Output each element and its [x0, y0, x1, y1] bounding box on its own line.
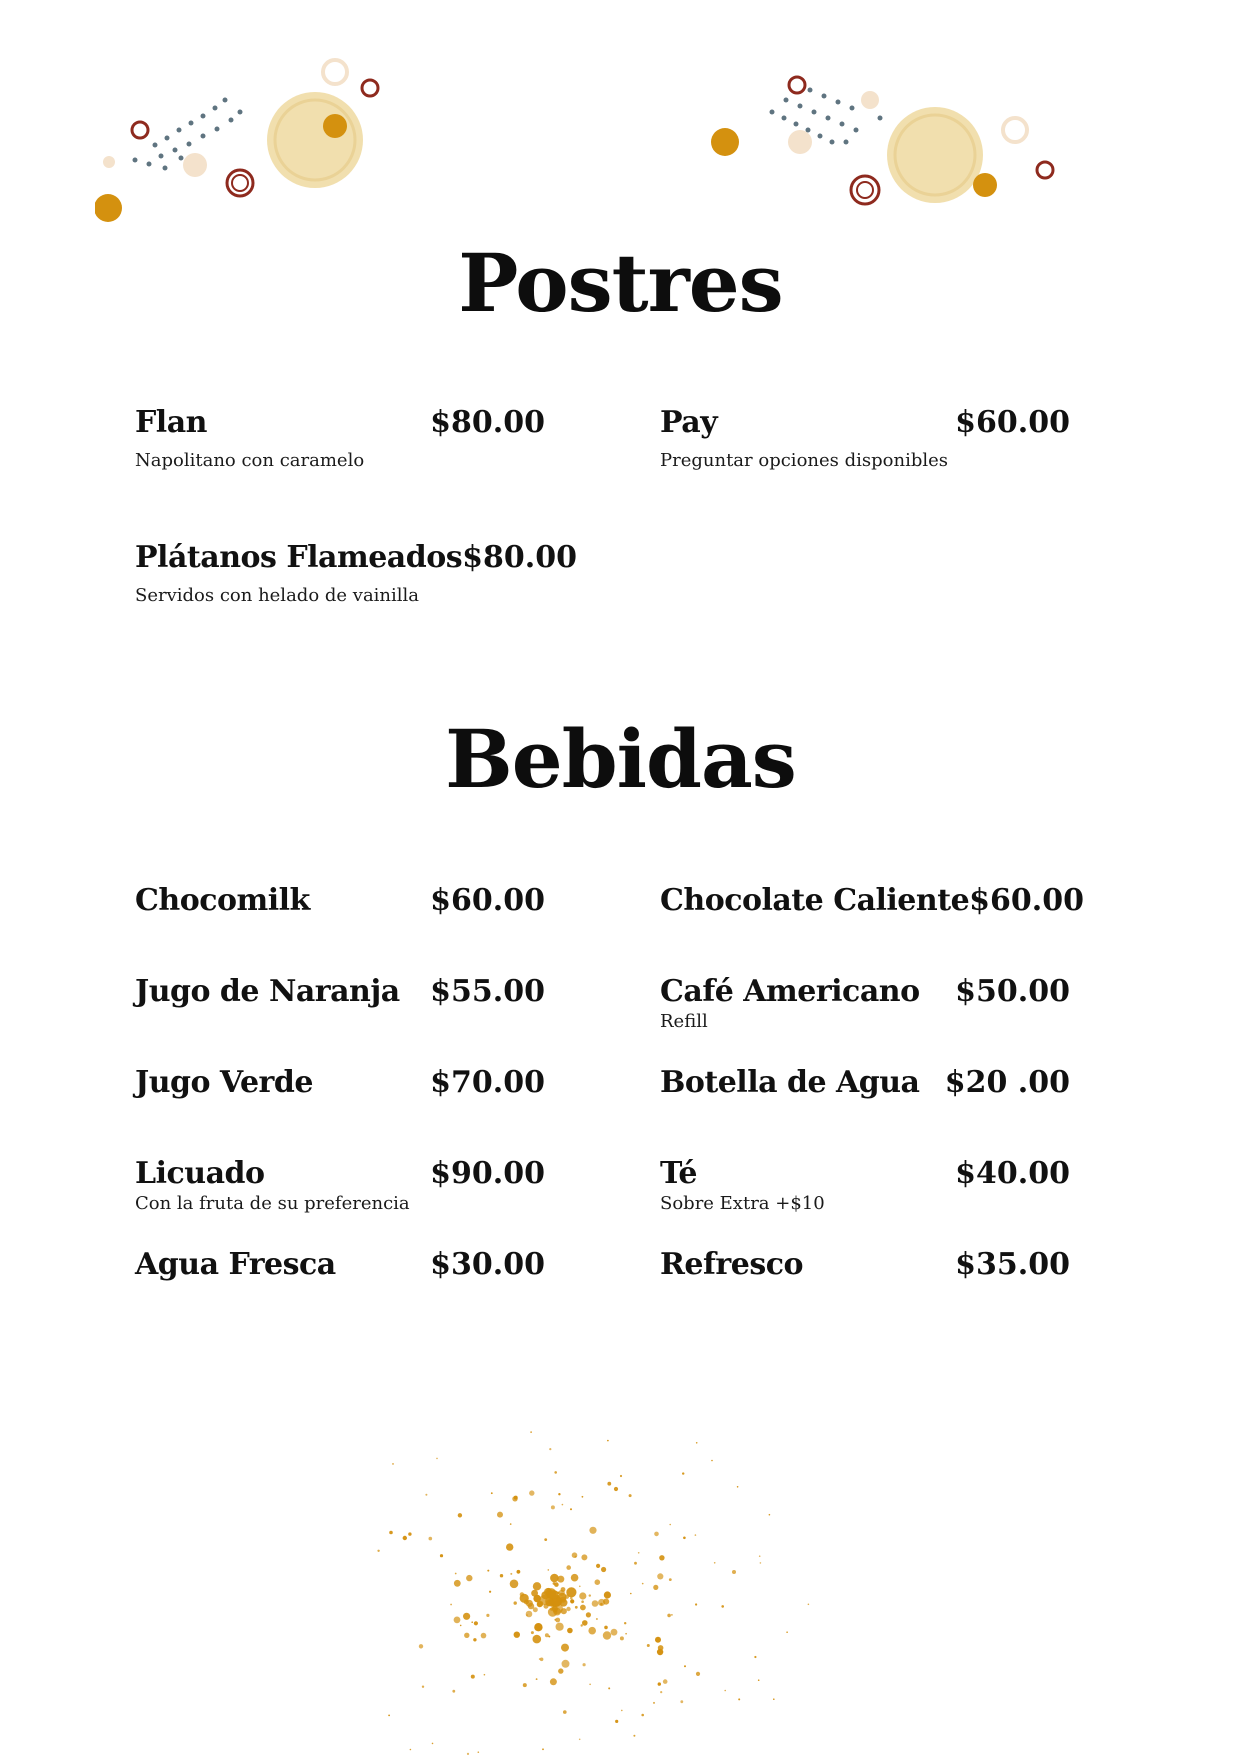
postres-title: Postres: [458, 236, 783, 330]
item-name: Té: [660, 1156, 697, 1191]
menu-item-refresco: [660, 1247, 1070, 1282]
item-price: $80.00: [462, 540, 577, 575]
decor-dots-top-right: [700, 60, 1060, 220]
item-price: $90.00: [430, 1156, 545, 1191]
item-name: Jugo Verde: [135, 1065, 313, 1100]
item-name: Pay: [660, 405, 718, 440]
menu-item-agua-fresca: [135, 1247, 545, 1282]
menu-item-platanos-flameados: [135, 540, 577, 606]
menu-item-botella-de-agua: [660, 1065, 1070, 1100]
menu-item-chocolate-caliente: [660, 883, 1084, 918]
decor-dots-top-left: [95, 50, 415, 240]
item-name: Flan: [135, 405, 207, 440]
item-price: $70.00: [430, 1065, 545, 1100]
item-price: $30.00: [430, 1247, 545, 1282]
item-name: Botella de Agua: [660, 1065, 920, 1100]
item-price: $40.00: [955, 1156, 1070, 1191]
item-name: Licuado: [135, 1156, 265, 1191]
item-name: Jugo de Naranja: [135, 974, 400, 1009]
bebidas-title: Bebidas: [445, 712, 796, 806]
item-name: Chocolate Caliente: [660, 883, 970, 918]
item-name: Agua Fresca: [135, 1247, 336, 1282]
menu-item-licuado: [135, 1156, 545, 1214]
item-name: Plátanos Flameados: [135, 540, 463, 575]
item-price: $35.00: [955, 1247, 1070, 1282]
item-description: Sobre Extra +$10: [660, 1193, 825, 1214]
item-price: $80.00: [430, 405, 545, 440]
menu-item-flan: [135, 405, 545, 471]
menu-item-chocomilk: [135, 883, 545, 918]
item-description: Refill: [660, 1011, 708, 1032]
menu-item-cafe-americano: [660, 974, 1070, 1032]
item-price: $55.00: [430, 974, 545, 1009]
item-description: Servidos con helado de vainilla: [135, 585, 420, 606]
item-name: Café Americano: [660, 974, 920, 1009]
item-description: Napolitano con caramelo: [135, 450, 365, 471]
item-price: $60.00: [955, 405, 1070, 440]
menu-item-jugo-de-naranja: [135, 974, 545, 1009]
decor-splatter: [370, 1330, 870, 1755]
item-description: Preguntar opciones disponibles: [660, 450, 948, 471]
item-name: Refresco: [660, 1247, 803, 1282]
item-price: $60.00: [430, 883, 545, 918]
item-description: Con la fruta de su preferencia: [135, 1193, 410, 1214]
menu-item-jugo-verde: [135, 1065, 545, 1100]
menu-item-te: [660, 1156, 1070, 1214]
item-price: $60.00: [969, 883, 1084, 918]
menu-item-pay: [660, 405, 1070, 471]
item-price: $20 .00: [944, 1065, 1070, 1100]
item-price: $50.00: [955, 974, 1070, 1009]
item-name: Chocomilk: [135, 883, 310, 918]
